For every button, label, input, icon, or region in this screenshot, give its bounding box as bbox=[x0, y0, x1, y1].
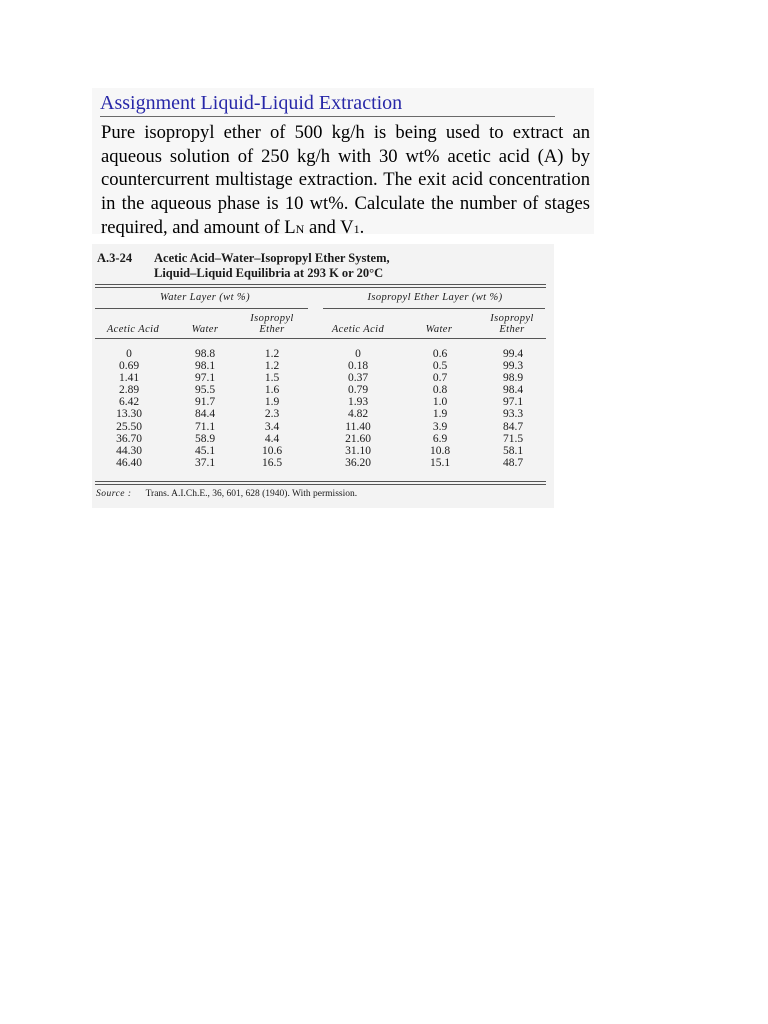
group-rule-water bbox=[95, 308, 308, 309]
table-cell: 0 bbox=[355, 348, 361, 360]
table-cell: 93.3 bbox=[502, 408, 524, 421]
table-cell: 1.93 bbox=[347, 396, 369, 409]
col-header-acetic-1: Acetic Acid bbox=[106, 324, 160, 335]
table-cell: 10.8 bbox=[429, 444, 451, 457]
col-header-water-1: Water bbox=[191, 324, 219, 335]
header-rule bbox=[95, 338, 546, 339]
problem-text: Pure isopropyl ether of 500 kg/h is being used to extract an aqueous solution of 250 kg/h with 30 wt% acetic acid (A) by countercurrent multistage extraction. The exit acid concentration in the aqueous phase is 10 wt%. Calculate the number of stages required, and amount of L bbox=[101, 122, 590, 238]
table-cell: 11.40 bbox=[345, 420, 371, 433]
table-cell: 84.4 bbox=[194, 408, 216, 421]
table-bottom-rule-2 bbox=[95, 484, 546, 485]
column-water-layer-water bbox=[185, 348, 225, 469]
table-cell: 58.1 bbox=[502, 444, 524, 457]
table-cell: 1.9 bbox=[432, 408, 448, 421]
table-cell: 21.60 bbox=[345, 432, 371, 445]
table-cell: 99.4 bbox=[502, 348, 524, 360]
group-header-water-layer: Water Layer (wt %) bbox=[160, 292, 250, 303]
table-cell: 97.1 bbox=[502, 396, 524, 409]
table-cell: 25.50 bbox=[116, 420, 142, 433]
table-cell: 15.1 bbox=[429, 456, 451, 469]
table-title bbox=[97, 251, 390, 280]
table-number: A.3-24 bbox=[97, 251, 133, 265]
table-cell: 1.5 bbox=[264, 372, 280, 385]
table-cell: 44.30 bbox=[116, 444, 142, 457]
table-cell: 58.9 bbox=[194, 432, 216, 445]
table-cell: 37.1 bbox=[194, 456, 216, 469]
column-water-layer-acetic bbox=[103, 348, 155, 469]
assignment-title: Assignment Liquid-Liquid Extraction bbox=[100, 90, 555, 117]
table-cell: 6.9 bbox=[432, 432, 448, 445]
col-header-isopropyl-1: Isopropyl bbox=[250, 313, 294, 324]
table-top-rule bbox=[95, 284, 546, 285]
table-cell: 1.2 bbox=[264, 348, 280, 360]
table-cell: 99.3 bbox=[502, 360, 524, 373]
column-ether-layer-ether bbox=[495, 348, 531, 469]
table-cell: 48.7 bbox=[502, 456, 524, 469]
table-cell: 0.69 bbox=[118, 360, 140, 373]
table-cell: 2.3 bbox=[264, 408, 280, 421]
group-rule-ether bbox=[323, 308, 545, 309]
table-cell: 98.9 bbox=[502, 372, 524, 385]
table-cell: 36.20 bbox=[345, 456, 371, 469]
table-cell: 98.8 bbox=[194, 348, 216, 360]
table-title-line1: Acetic Acid–Water–Isopropyl Ether System, bbox=[154, 251, 390, 265]
table-cell: 0.6 bbox=[432, 348, 448, 360]
table-cell: 13.30 bbox=[116, 408, 142, 421]
column-water-layer-ether bbox=[256, 348, 288, 469]
table-cell: 36.70 bbox=[116, 432, 142, 445]
table-cell: 2.89 bbox=[118, 384, 140, 397]
table-cell: 71.5 bbox=[502, 432, 524, 445]
table-cell: 0.37 bbox=[347, 372, 369, 385]
table-cell: 3.9 bbox=[432, 420, 448, 433]
table-cell: 0.18 bbox=[347, 360, 369, 373]
table-cell: 3.4 bbox=[264, 420, 280, 433]
table-cell: 45.1 bbox=[194, 444, 216, 457]
table-cell: 1.41 bbox=[118, 372, 140, 385]
table-cell: 4.82 bbox=[347, 408, 369, 421]
table-cell: 1.0 bbox=[432, 396, 448, 409]
column-ether-layer-water bbox=[422, 348, 458, 469]
table-source bbox=[96, 489, 357, 499]
col-header-ether-2: Ether bbox=[499, 324, 525, 335]
col-header-isopropyl-2: Isopropyl bbox=[490, 313, 534, 324]
table-cell: 98.1 bbox=[194, 360, 216, 373]
source-text: Trans. A.I.Ch.E., 36, 601, 628 (1940). With permission. bbox=[145, 489, 358, 499]
end-period: . bbox=[359, 216, 365, 238]
col-header-water-2: Water bbox=[425, 324, 453, 335]
table-cell: 84.7 bbox=[502, 420, 524, 433]
table-cell: 0 bbox=[126, 348, 132, 360]
table-cell: 0.8 bbox=[432, 384, 448, 397]
table-title-line2: Liquid–Liquid Equilibria at 293 K or 20°C bbox=[154, 265, 384, 280]
column-ether-layer-acetic bbox=[334, 348, 382, 469]
table-cell: 95.5 bbox=[194, 384, 216, 397]
table-cell: 0.79 bbox=[347, 384, 369, 397]
table-cell: 31.10 bbox=[345, 444, 371, 457]
table-cell: 46.40 bbox=[116, 456, 142, 469]
table-cell: 1.9 bbox=[264, 396, 280, 409]
table-cell: 6.42 bbox=[118, 396, 140, 409]
col-header-acetic-2: Acetic Acid bbox=[331, 324, 385, 335]
source-label: Source : bbox=[96, 489, 132, 499]
problem-statement bbox=[101, 121, 590, 242]
col-header-ether-1: Ether bbox=[259, 324, 285, 335]
table-cell: 98.4 bbox=[502, 384, 524, 397]
table-cell: 71.1 bbox=[194, 420, 216, 433]
table-cell: 16.5 bbox=[261, 456, 283, 469]
table-cell: 4.4 bbox=[264, 432, 280, 445]
table-cell: 1.6 bbox=[264, 384, 280, 397]
table-top-rule-2 bbox=[95, 287, 546, 288]
table-bottom-rule bbox=[95, 481, 546, 482]
table-cell: 97.1 bbox=[194, 372, 216, 385]
subscript-1: 1 bbox=[353, 221, 360, 236]
and-text: and V bbox=[304, 216, 354, 238]
subscript-n: N bbox=[295, 221, 305, 236]
group-header-ether-layer: Isopropyl Ether Layer (wt %) bbox=[367, 292, 503, 303]
table-cell: 0.5 bbox=[432, 360, 448, 373]
table-cell: 1.2 bbox=[264, 360, 280, 373]
table-cell: 0.7 bbox=[432, 372, 448, 385]
table-cell: 91.7 bbox=[194, 396, 216, 409]
table-cell: 10.6 bbox=[261, 444, 283, 457]
